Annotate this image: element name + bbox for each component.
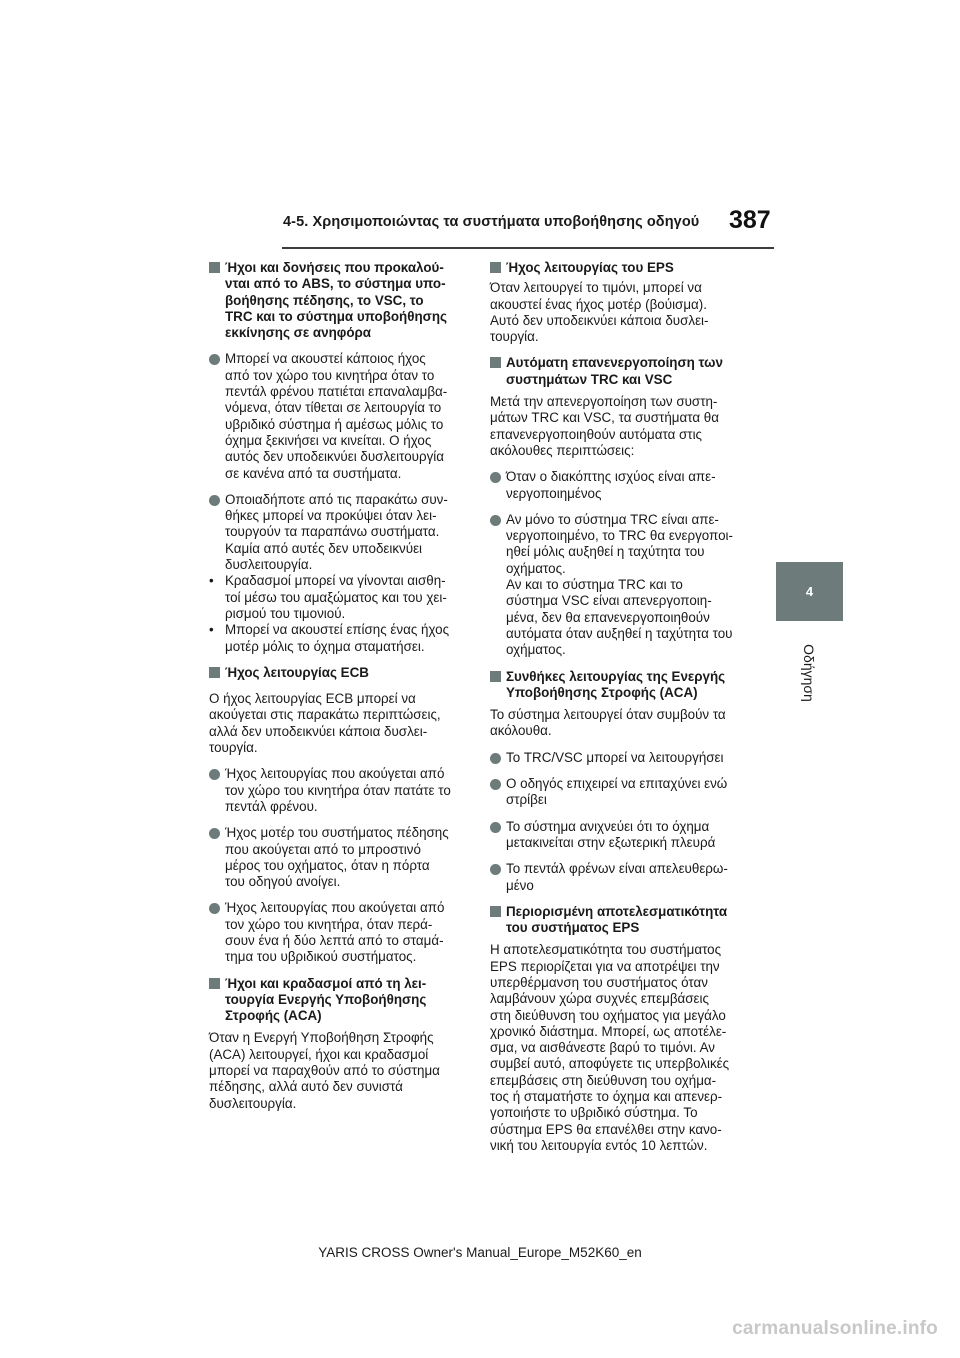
header-divider [282, 247, 774, 249]
section-heading [209, 260, 461, 341]
list-item [490, 819, 758, 852]
square-icon [490, 262, 501, 273]
sub-bullet-text: Κραδασμοί μπορεί να γίνονται αισθη- τοί μέσω του αμαξώματος και του χει- ρισμού του τιμονιού. [225, 573, 447, 621]
list-item [490, 861, 758, 894]
circle-bullet-icon [209, 769, 220, 780]
square-icon [209, 667, 220, 678]
bullet-text: Το TRC/VSC μπορεί να λειτουργήσει [506, 749, 724, 765]
square-icon [490, 357, 501, 368]
bullet-text: Ήχος μοτέρ του συστήματος πέδησης που ακούγεται από το μπροστινό μέρος του οχήματος, όταν η πόρτα του οδηγού ανοίγει. [225, 825, 449, 890]
section-heading [490, 260, 758, 276]
circle-bullet-icon [209, 903, 220, 914]
paragraph: Η αποτελεσματικότητα του συστήματος EPS περιορίζεται για να αποτρέψει την υπερθέρμανση του συστήματος όταν λαμβάνουν χώρα συχνές επεμβάσεις στη διεύθυνση του οχήματος για μεγάλο χρονικό διάστημα. Μπορεί, ως αποτέλε- σμα, να αισθάνεστε βαρύ το τιμόνι. Αν συμβεί αυτό, αποφύγετε τις υπερβολικές επεμβάσεις στη διεύθυνση του οχήμα- τος ή σταματήστε το όχημα και απενερ- γοποιήστε το υβριδικό σύστημα. Το σύστημα EPS θα επανέλθει στην κανο- νική του λειτουργία εντός 10 λεπτών. [490, 942, 730, 1153]
page-number: 387 [729, 206, 771, 234]
section-heading [490, 904, 758, 937]
circle-bullet-icon [490, 864, 501, 875]
list-item [209, 492, 461, 655]
circle-bullet-icon [490, 822, 501, 833]
bullet-text: Ήχος λειτουργίας που ακούγεται από τον χώρο του κινητήρα όταν πατάτε το πεντάλ φρένου. [225, 766, 451, 814]
list-item [209, 766, 461, 815]
chapter-tab-number: 4 [776, 562, 843, 621]
chapter-tab-label: Οδήγηση [801, 644, 817, 702]
bullet-text: Το σύστημα ανιχνεύει ότι το όχημα μετακινείται στην εξωτερική πλευρά [506, 818, 716, 850]
section-heading [490, 355, 758, 388]
bullet-text: Μπορεί να ακουστεί κάποιος ήχος από τον χώρο του κινητήρα όταν το πεντάλ φρένου πατιέται επαναλαμβα- νόμενα, όταν τίθεται σε λειτουργία το υβριδικό σύστημα ή αμέσως μόλις το όχημα ξεκινήσει να κινείται. Ο ήχος αυτός δεν υποδεικνύει δυσλειτουργία σε κανένα από τα συστήματα. [225, 351, 448, 481]
section-title: 4-5. Χρησιμοποιώντας τα συστήματα υποβοήθησης οδηγού [283, 214, 700, 230]
circle-bullet-icon [209, 354, 220, 365]
circle-bullet-icon [490, 779, 501, 790]
list-item [209, 351, 461, 481]
paragraph: Ο ήχος λειτουργίας ECB μπορεί να ακούγεται στις παρακάτω περιπτώσεις, αλλά δεν υποδεικνύει κάποια δυσλει- τουργία. [209, 691, 441, 756]
square-icon [490, 906, 501, 917]
section-heading [209, 976, 461, 1025]
circle-bullet-icon [209, 495, 220, 506]
square-icon [209, 978, 220, 989]
list-item [490, 776, 758, 809]
heading-text: Ήχος λειτουργίας ECB [225, 664, 369, 680]
sub-list-item [209, 573, 461, 622]
bullet-text: Οποιαδήποτε από τις παρακάτω συν- θήκες μπορεί να προκύψει όταν λει- τουργούν τα παραπάνω συστήματα. Καμία από αυτές δεν υποδεικνύει δυσλειτουργία. [225, 491, 448, 573]
list-item [490, 750, 758, 766]
section-heading [490, 669, 758, 702]
paragraph: Όταν λειτουργεί το τιμόνι, μπορεί να ακουστεί ένας ήχος μοτέρ (βούισμα). Αυτό δεν υποδεικνύει κάποια δυσλει- τουργία. [490, 280, 709, 345]
heading-text: Ήχος λειτουργίας του EPS [506, 260, 674, 275]
left-column [209, 260, 461, 1122]
paragraph: Όταν η Ενεργή Υποβοήθηση Στροφής (ACA) λειτουργεί, ήχοι και κραδασμοί μπορεί να παραχθούν από το σύστημα πέδησης, αλλά αυτό δεν συνιστά δυσλειτουργία. [209, 1030, 440, 1111]
bullet-text: Ο οδηγός επιχειρεί να επιταχύνει ενώ στρίβει [506, 776, 728, 808]
paragraph: Μετά την απενεργοποίηση των συστη- μάτων TRC και VSC, τα συστήματα θα επανενεργοποιηθούν αυτόματα στις ακόλουθες περιπτώσεις: [490, 394, 719, 458]
dot-bullet-icon: • [209, 573, 214, 589]
circle-bullet-icon [490, 472, 501, 483]
circle-bullet-icon [490, 515, 501, 526]
right-column [490, 260, 758, 1164]
square-icon [209, 262, 220, 273]
circle-bullet-icon [209, 828, 220, 839]
dot-bullet-icon: • [209, 622, 214, 638]
list-item [209, 825, 461, 890]
watermark: carmanualsonline.info [732, 1318, 938, 1339]
heading-text: Αυτόματη επανενεργοποίηση των συστημάτων TRC και VSC [506, 355, 723, 387]
heading-text: Ήχοι και κραδασμοί από τη λει- τουργία Ενεργής Υποβοήθησης Στροφής (ACA) [225, 975, 427, 1024]
list-item [490, 469, 758, 502]
bullet-text: Όταν ο διακόπτης ισχύος είναι απε- νεργοποιημένος [506, 469, 716, 501]
heading-text: Συνθήκες λειτουργίας της Ενεργής Υποβοήθησης Στροφής (ACA) [506, 668, 726, 700]
heading-text: Περιορισμένη αποτελεσματικότητα του συστήματος EPS [506, 903, 728, 936]
list-item [209, 900, 461, 965]
bullet-text: Το πεντάλ φρένων είναι απελευθερω- μένο [506, 861, 728, 893]
bullet-text: Αν μόνο το σύστημα TRC είναι απε- νεργοποιημένο, το TRC θα ενεργοποι- ηθεί μόλις αυξηθεί η ταχύτητα του οχήματος. Αν και το σύστημα TRC και το σύστημα VSC είναι απενεργοποιη- μένα, δεν θα επανενεργοποιηθούν αυτόματα όταν αυξηθεί η ταχύτητα του οχήματος. [506, 511, 733, 658]
section-heading [209, 665, 461, 681]
circle-bullet-icon [490, 753, 501, 764]
sub-list-item [209, 622, 461, 655]
paragraph: Το σύστημα λειτουργεί όταν συμβούν τα ακόλουθα. [490, 707, 726, 739]
heading-text: Ήχοι και δονήσεις που προκαλού- νται από το ABS, το σύστημα υπο- βοήθησης πέδησης, το VSC, το TRC και το σύστημα υποβοήθησης εκκίνησης σε ανηφόρα [225, 260, 447, 341]
sub-bullet-text: Μπορεί να ακουστεί επίσης ένας ήχος μοτέρ μόλις το όχημα σταματήσει. [225, 622, 450, 654]
bullet-text: Ήχος λειτουργίας που ακούγεται από τον χώρο του κινητήρα, όταν περά- σουν ένα ή δύο λεπτά από το σταμά- τημα του υβριδικού συστήματος. [225, 900, 445, 965]
footer-text: YARIS CROSS Owner's Manual_Europe_M52K60_en [318, 1245, 642, 1260]
list-item [490, 512, 758, 659]
square-icon [490, 671, 501, 682]
